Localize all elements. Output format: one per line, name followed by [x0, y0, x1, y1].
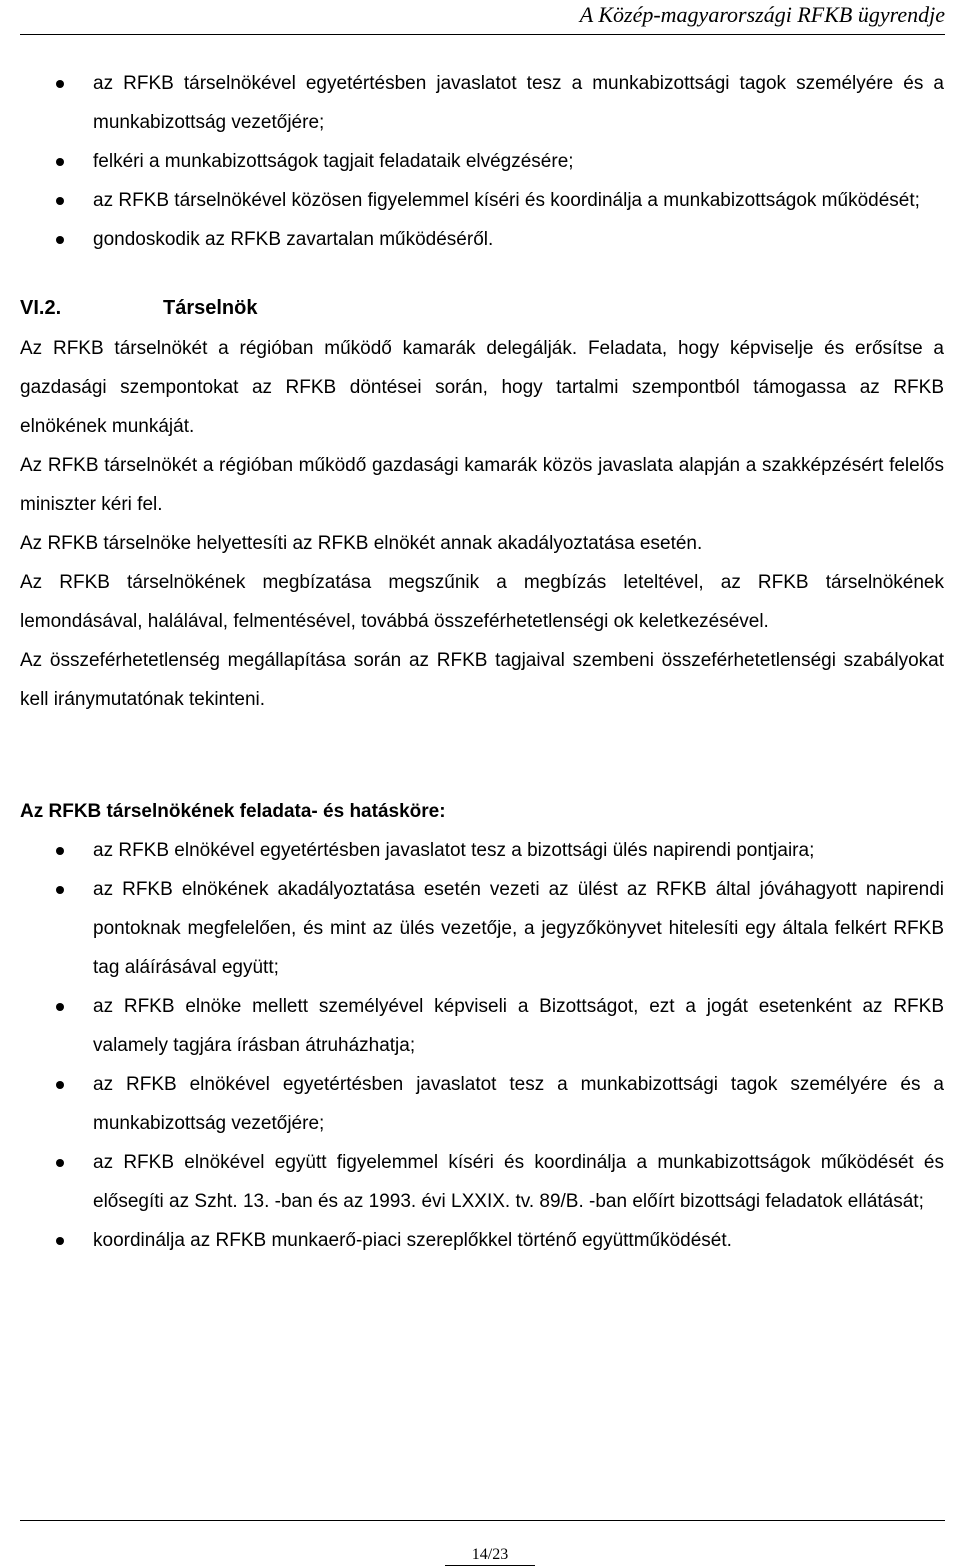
section-heading: [20, 289, 944, 328]
paragraph: Az RFKB társelnökét a régióban működő gazdasági kamarák közös javaslata alapján a szakképzésért felelős miniszter kéri fel.: [20, 455, 944, 515]
list-item: az RFKB elnöke mellett személyével képviseli a Bizottságot, ezt a jogát esetenként az RFKB valamely tagjára írásban átruházhatja;: [20, 987, 944, 1065]
top-bullet-list: [20, 64, 944, 259]
paragraph: Az RFKB társelnöke helyettesíti az RFKB elnökét annak akadályoztatása esetén.: [20, 533, 703, 554]
section-title: Társelnök: [163, 297, 258, 319]
footer-divider: [20, 1520, 945, 1521]
list-item: felkéri a munkabizottságok tagjait feladataik elvégzésére;: [20, 142, 944, 181]
list-item: az RFKB elnökével egyetértésben javaslatot tesz a munkabizottsági tagok személyére és a munkabizottság vezetőjére;: [20, 1065, 944, 1143]
list-item: az RFKB társelnökével közösen figyelemmel kíséri és koordinálja a munkabizottságok működését;: [20, 181, 944, 220]
paragraph: Az RFKB társelnökének megbízatása megszűnik a megbízás leteltével, az RFKB társelnökének lemondásával, halálával, felmentésével, továbbá összeférhetetlenségi ok keletkezésével.: [20, 572, 944, 632]
list-item: gondoskodik az RFKB zavartalan működéséről.: [20, 220, 944, 259]
list-item: az RFKB elnökének akadályoztatása esetén vezeti az ülést az RFKB által jóváhagyott napirendi pontoknak megfelelően, és mint az ülés vezetője, a jegyzőkönyvet hitelesíti egy általa felkért RFKB tag aláírásával együtt;: [20, 870, 944, 987]
section-number: VI.2.: [20, 297, 62, 319]
page-header: [20, 0, 945, 35]
list-item: az RFKB elnökével egyetértésben javaslatot tesz a bizottsági ülés napirendi pontjaira;: [20, 831, 944, 870]
duties-bullet-list: [20, 831, 944, 1260]
paragraph: Az összeférhetetlenség megállapítása során az RFKB tagjaival szembeni összeférhetetlenségi szabályokat kell iránymutatónak tekinteni.: [20, 650, 944, 710]
document-body: [20, 64, 944, 1260]
paragraph: Az RFKB társelnökét a régióban működő kamarák delegálják. Feladata, hogy képviselje és erősítse a gazdasági szempontokat az RFKB döntései során, hogy tartalmi szempontból támogassa az RFKB elnökének munkáját.: [20, 338, 944, 437]
list-item: az RFKB társelnökével egyetértésben javaslatot tesz a munkabizottsági tagok személyére és a munkabizottság vezetőjére;: [20, 64, 944, 142]
list-item: koordinálja az RFKB munkaerő-piaci szereplőkkel történő együttműködését.: [20, 1221, 944, 1260]
document-title: A Közép-magyarországi RFKB ügyrendje: [579, 2, 945, 27]
list-item: az RFKB elnökével együtt figyelemmel kíséri és koordinálja a munkabizottságok működését és elősegíti az Szht. 13. -ban és az 1993. évi LXXIX. tv. 89/B. -ban előírt bizottsági feladatok ellátását;: [20, 1143, 944, 1221]
page-number: 14/23: [445, 1545, 535, 1566]
duties-heading: Az RFKB társelnökének feladata- és hatásköre:: [20, 801, 446, 822]
